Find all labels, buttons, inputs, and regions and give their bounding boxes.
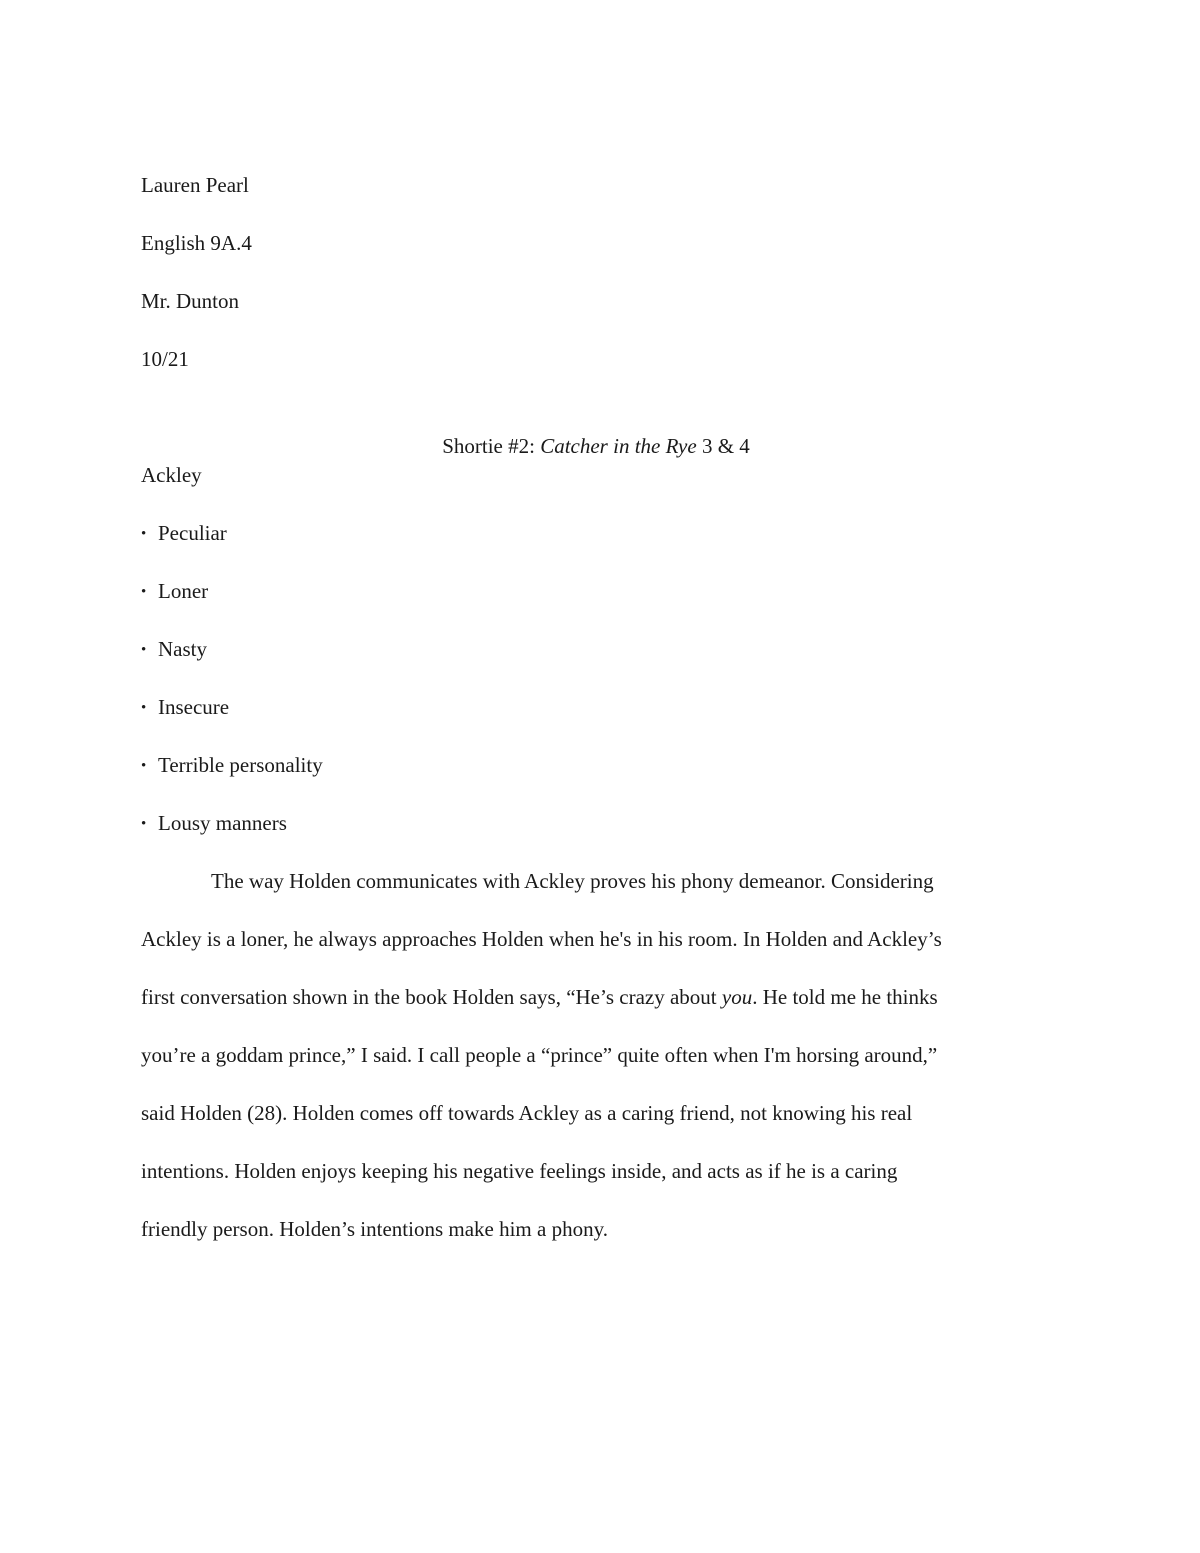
paragraph-emphasis: you bbox=[721, 985, 753, 1009]
bullet-text: Peculiar bbox=[158, 521, 227, 545]
paragraph-line: said Holden (28). Holden comes off towards Ackley as a caring friend, not knowing his real bbox=[141, 1101, 913, 1125]
bullet-text: Loner bbox=[158, 579, 209, 603]
bullet-item bbox=[141, 520, 227, 547]
paragraph-line bbox=[141, 984, 938, 1010]
title-suffix: 3 & 4 bbox=[696, 434, 750, 458]
paragraph-line: intentions. Holden enjoys keeping his negative feelings inside, and acts as if he is a caring bbox=[141, 1159, 898, 1183]
bullet-item bbox=[141, 752, 323, 779]
bullet-text: Terrible personality bbox=[158, 753, 323, 777]
title-prefix: Shortie #2: bbox=[442, 434, 541, 458]
bullet-marker: • bbox=[141, 526, 147, 542]
paragraph-line: Ackley is a loner, he always approaches Holden when he's in his room. In Holden and Ackley’s bbox=[141, 927, 942, 951]
bullet-marker: • bbox=[141, 642, 147, 658]
bullet-item bbox=[141, 810, 287, 837]
title-book: Catcher in the Rye bbox=[540, 434, 697, 458]
course-name: English 9A.4 bbox=[141, 231, 252, 255]
paragraph-line: friendly person. Holden’s intentions make him a phony. bbox=[141, 1217, 608, 1241]
paragraph-line: The way Holden communicates with Ackley proves his phony demeanor. Considering bbox=[211, 869, 934, 893]
paragraph-line: you’re a goddam prince,” I said. I call people a “prince” quite often when I'm horsing around,” bbox=[141, 1043, 938, 1067]
teacher-name: Mr. Dunton bbox=[141, 289, 240, 313]
bullet-marker: • bbox=[141, 700, 147, 716]
bullet-text: Lousy manners bbox=[158, 811, 287, 835]
bullet-text: Insecure bbox=[158, 695, 230, 719]
bullet-item bbox=[141, 578, 208, 605]
bullet-marker: • bbox=[141, 758, 147, 774]
assignment-date: 10/21 bbox=[141, 347, 189, 371]
bullet-item bbox=[141, 694, 229, 721]
student-name: Lauren Pearl bbox=[141, 173, 249, 197]
bullet-item bbox=[141, 636, 207, 663]
bullet-text: Nasty bbox=[158, 637, 207, 661]
bullet-marker: • bbox=[141, 816, 147, 832]
paragraph-text: . He told me he thinks bbox=[752, 985, 938, 1009]
document-title bbox=[0, 433, 1192, 459]
character-heading: Ackley bbox=[141, 463, 202, 487]
bullet-marker: • bbox=[141, 584, 147, 600]
paragraph-text: first conversation shown in the book Holden says, “He’s crazy about bbox=[141, 985, 722, 1009]
